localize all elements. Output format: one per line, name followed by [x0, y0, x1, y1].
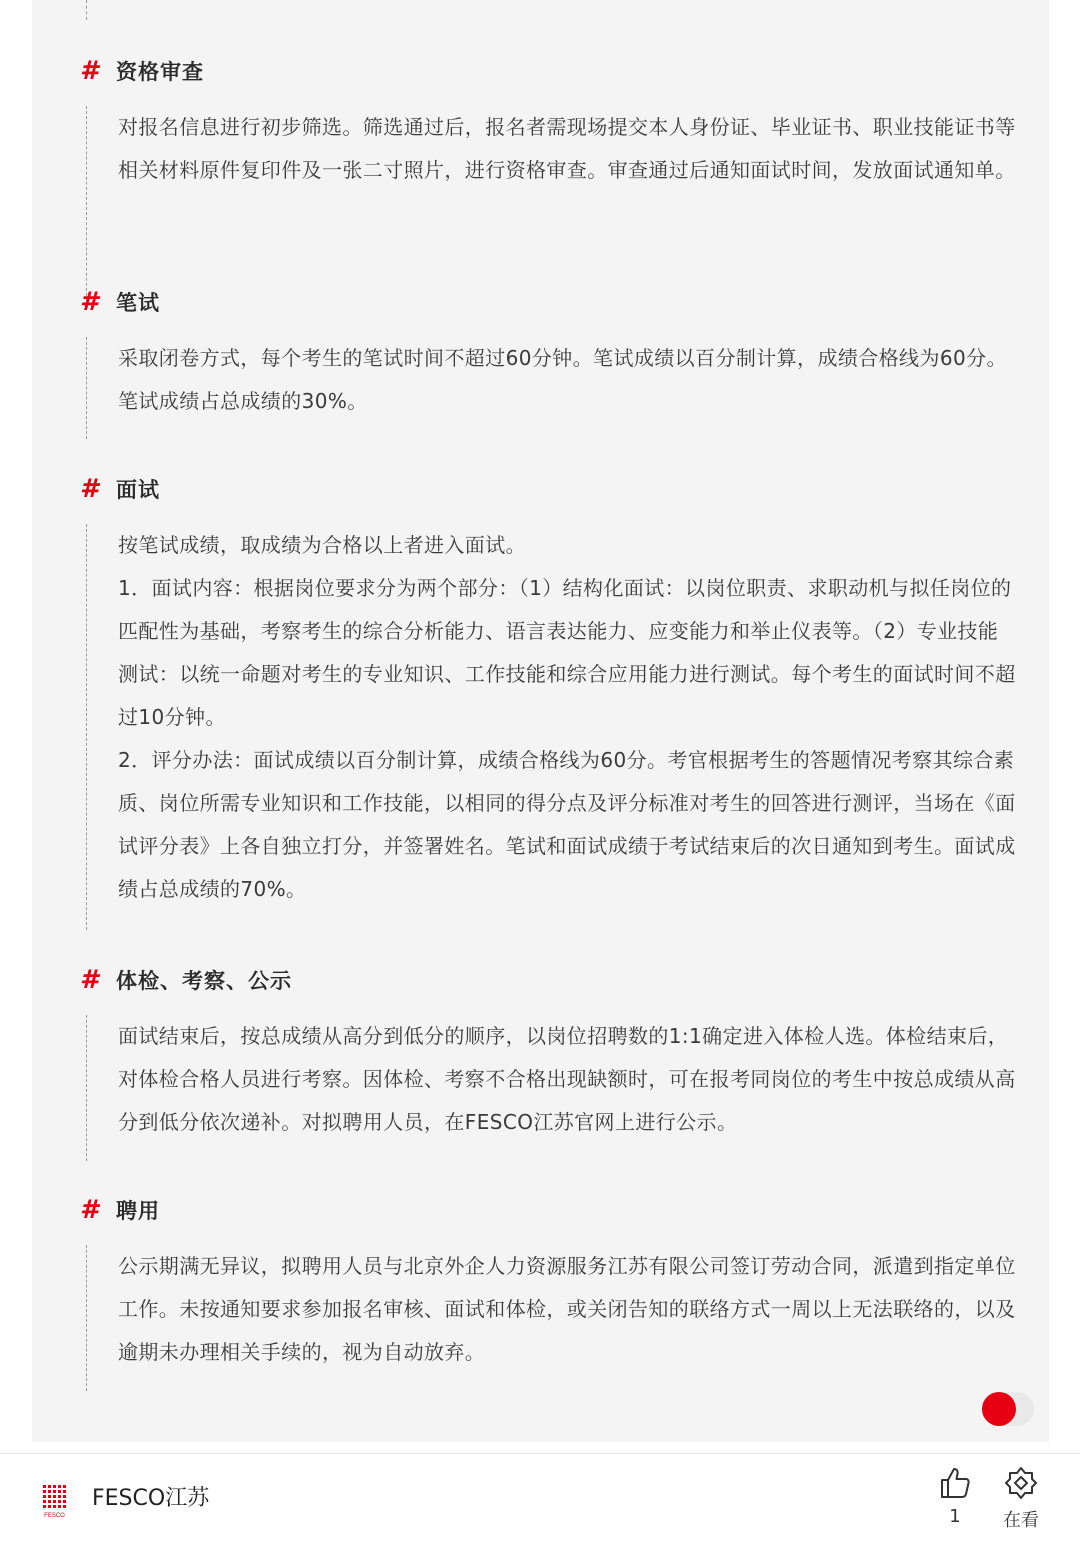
- hash-icon: #: [80, 474, 99, 504]
- hash-icon: #: [80, 56, 99, 86]
- hash-icon: #: [80, 1195, 99, 1225]
- section-heading: [80, 285, 160, 319]
- section-content: [86, 1015, 1017, 1161]
- logo-text: FESCO: [44, 1513, 65, 1519]
- section-paragraph: 面试结束后，按总成绩从高分到低分的顺序，以岗位招聘数的1:1确定进入体检人选。体检结束后，对体检合格人员进行考察。因体检、考察不合格出现缺额时，可在报考同岗位的考生中按总成绩从高分到低分依次递补。对拟聘用人员，在FESCO江苏官网上进行公示。: [118, 1024, 1016, 1134]
- see-label[interactable]: 在看: [1003, 1510, 1039, 1531]
- section-paragraph: 1．面试内容：根据岗位要求分为两个部分：（1）结构化面试：以岗位职责、求职动机与拟任岗位的匹配性为基础，考察考生的综合分析能力、语言表达能力、应变能力和举止仪表等。（2）专业技能测试：以统一命题对考生的专业知识、工作技能和综合应用能力进行测试。每个考生的面试时间不超过10分钟。: [118, 576, 1016, 729]
- section-title: 资格审查: [116, 60, 204, 84]
- bottom-bar: [0, 1454, 1080, 1550]
- section-title: 笔试: [116, 291, 160, 315]
- thumbs-up-icon[interactable]: [938, 1466, 972, 1500]
- fesco-logo[interactable]: [42, 1484, 70, 1520]
- section-divider-line: [86, 0, 87, 20]
- section-paragraph: 采取闭卷方式，每个考生的笔试时间不超过60分钟。笔试成绩以百分制计算，成绩合格线为60分。笔试成绩占总成绩的30%。: [118, 346, 1007, 413]
- section-paragraph: 2．评分办法：面试成绩以百分制计算，成绩合格线为60分。考官根据考生的答题情况考察其综合素质、岗位所需专业知识和工作技能，以相同的得分点及评分标准对考生的回答进行测评，当场在《面试评分表》上各自独立打分，并签署姓名。笔试和面试成绩于考试结束后的次日通知到考生。面试成绩占总成绩的70%。: [118, 748, 1016, 901]
- section-paragraph: 对报名信息进行初步筛选。筛选通过后，报名者需现场提交本人身份证、毕业证书、职业技能证书等相关材料原件复印件及一张二寸照片，进行资格审查。审查通过后通知面试时间，发放面试通知单。: [118, 115, 1016, 182]
- section-content: [86, 337, 1017, 439]
- section-heading: [80, 472, 160, 506]
- section-content: [86, 524, 1017, 930]
- section-heading: [80, 1193, 160, 1227]
- section-content: [86, 106, 1017, 306]
- section-paragraph: 按笔试成绩，取成绩为合格以上者进入面试。: [118, 533, 526, 557]
- in-view-icon[interactable]: [1004, 1466, 1038, 1500]
- hash-icon: #: [80, 287, 99, 317]
- section-title: 体检、考察、公示: [116, 969, 292, 993]
- section-title: 聘用: [116, 1199, 160, 1223]
- section-paragraph: 公示期满无异议，拟聘用人员与北京外企人力资源服务江苏有限公司签订劳动合同，派遣到指定单位工作。未按通知要求参加报名审核、面试和体检，或关闭告知的联络方式一周以上无法联络的，以及逾期未办理相关手续的，视为自动放弃。: [118, 1254, 1016, 1364]
- red-dot-icon: [982, 1392, 1016, 1426]
- section-heading: [80, 54, 204, 88]
- like-count: 1: [949, 1506, 961, 1527]
- section-title: 面试: [116, 478, 160, 502]
- section-content: [86, 1245, 1017, 1391]
- section-heading: [80, 963, 292, 997]
- floating-toggle-button[interactable]: [982, 1392, 1034, 1426]
- hash-icon: #: [80, 965, 99, 995]
- account-name[interactable]: FESCO江苏: [92, 1486, 210, 1511]
